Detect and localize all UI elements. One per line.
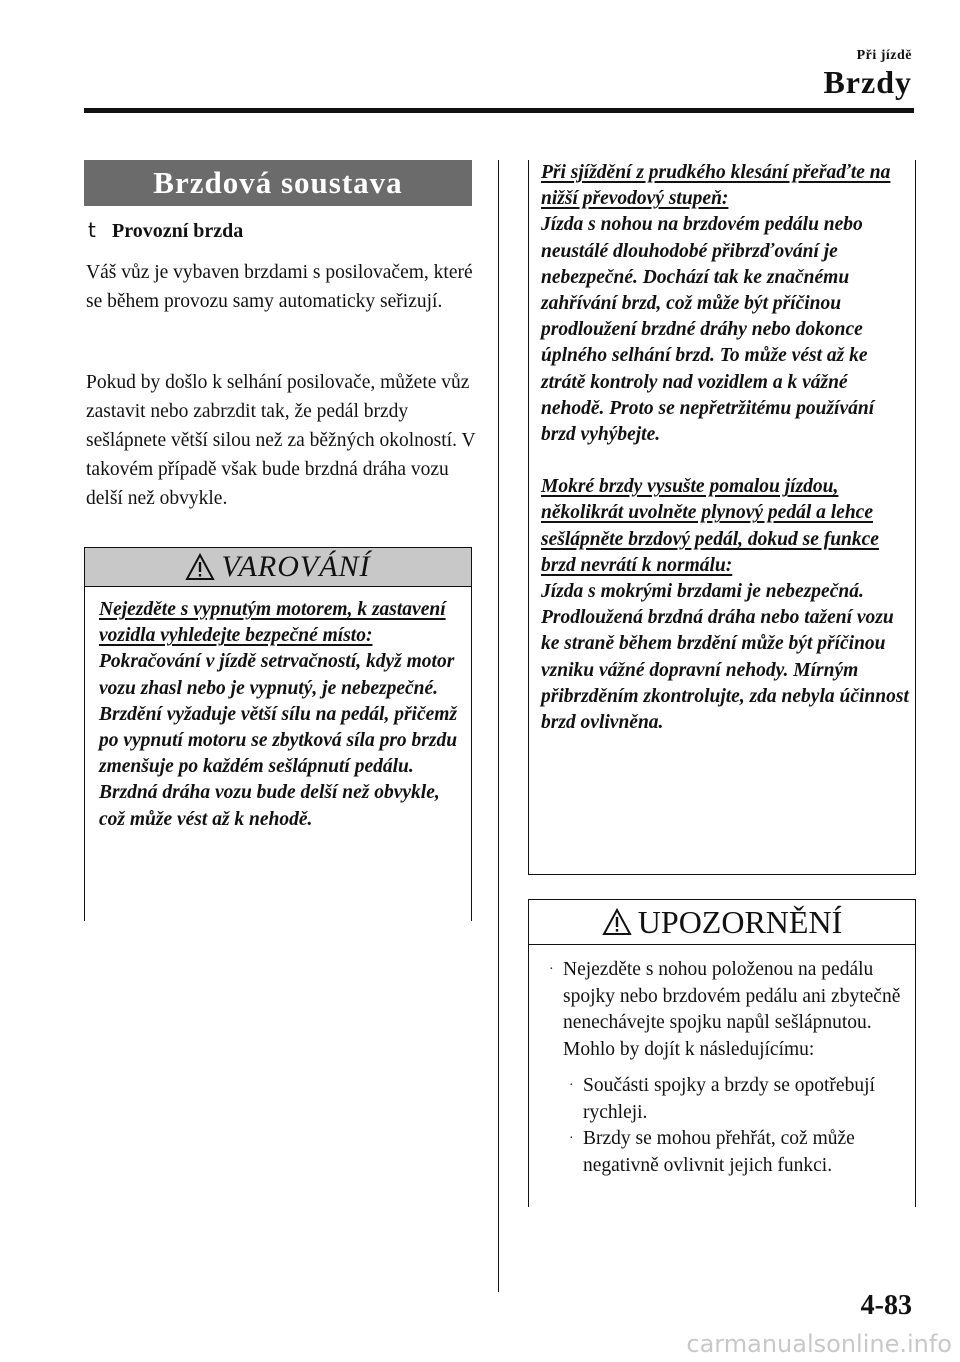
wet-brakes-heading: Mokré brzdy vysušte pomalou jízdou, několikrát uvolněte plynový pedál a lehce sešlápněte brzdový pedál, dokud se funkce brzd nevrátí k normálu: xyxy=(541,476,879,576)
bullet-icon: · xyxy=(569,1131,574,1146)
downhill-heading: Při sjíždění z prudkého klesání přeřaďte na nižší převodový stupeň: xyxy=(541,162,891,210)
caution-subitem-text: Součásti spojky a brzdy se opotřebují rychleji. xyxy=(583,1075,875,1123)
warning-header xyxy=(85,547,471,587)
warning-continuation-box xyxy=(528,160,916,875)
warning-box xyxy=(84,547,472,921)
bullet-icon: · xyxy=(569,1078,574,1093)
caution-subitem xyxy=(567,1126,907,1179)
subheading-label: Provozní brzda xyxy=(112,220,244,242)
bullet-icon: · xyxy=(549,962,554,977)
subheading-bullet-icon: t xyxy=(88,218,96,242)
header-section-label: Při jízdě xyxy=(856,48,912,63)
warning-triangle-icon xyxy=(185,553,215,581)
column-divider xyxy=(498,160,499,1292)
caution-title: UPOZORNĚNÍ xyxy=(637,903,843,940)
watermark: carmanualsonline.info xyxy=(686,1330,952,1358)
caution-item-text: Nejezděte s nohou položenou na pedálu spojky nebo brzdovém pedálu ani zbytečně nenechávejte spojku napůl sešlápnutou. Mohlo by dojít k následujícímu: xyxy=(563,959,901,1060)
caution-sublist xyxy=(567,1073,907,1179)
warning-heading: Nejezděte s vypnutým motorem, k zastavení vozidla vyhledejte bezpečné místo: xyxy=(99,599,446,647)
caution-triangle-icon xyxy=(602,908,632,936)
downhill-body: Jízda s nohou na brzdovém pedálu nebo neustálé dlouhodobé přibrzďování je nebezpečné. Dochází tak ke značnému zahřívání brzd, což může být příčinou prodloužení brzdné dráhy nebo dokonce úplného selhání brzd. To může vést až ke ztrátě kontroly nad vozidlem a k vážné nehodě. Proto se nepřetržitému používání brzd vyhýbejte. xyxy=(541,214,875,446)
caution-subitem-text: Brzdy se mohou přehřát, což může negativně ovlivnit jejich funkci. xyxy=(583,1128,855,1176)
paragraph-1: Váš vůz je vybaven brzdami s posilovačem, které se během provozu samy automaticky seřizují. xyxy=(86,262,473,312)
warning-title: VAROVÁNÍ xyxy=(221,550,371,583)
warning-continuation-content xyxy=(541,160,911,736)
warning-content xyxy=(99,597,461,833)
caution-item xyxy=(547,957,907,1063)
subheading xyxy=(88,218,243,243)
caution-subitem xyxy=(567,1073,907,1126)
caution-header xyxy=(529,899,915,945)
section-title: Brzdová soustava xyxy=(84,160,472,206)
caution-box xyxy=(528,899,916,1207)
header-rule xyxy=(84,108,914,113)
caution-content xyxy=(547,957,907,1179)
page-number: 4-83 xyxy=(860,1290,912,1321)
wet-brakes-body: Jízda s mokrými brzdami je nebezpečná. Prodloužená brzdná dráha nebo tažení vozu ke straně během brzdění může být příčinou vzniku vážné dopravní nehody. Mírným přibrzděním zkontrolujte, zda nebyla účinnost brzd ovlivněna. xyxy=(541,581,909,734)
warning-body: Pokračování v jízdě setrvačností, když motor vozu zhasl nebo je vypnutý, je nebezpečné. Brzdění vyžaduje větší sílu na pedál, přičemž po vypnutí motoru se zbytková síla pro brzdu zmenšuje po každém sešlápnutí pedálu. Brzdná dráha vozu bude delší než obvykle, což může vést až k nehodě. xyxy=(99,651,458,830)
page-title: Brzdy xyxy=(823,64,912,100)
paragraph-2: Pokud by došlo k selhání posilovače, můžete vůz zastavit nebo zabrzdit tak, že pedál brzdy sešlápnete větší silou než za běžných okolností. V takovém případě však bude brzdná dráha vozu delší než obvykle. xyxy=(86,372,476,509)
